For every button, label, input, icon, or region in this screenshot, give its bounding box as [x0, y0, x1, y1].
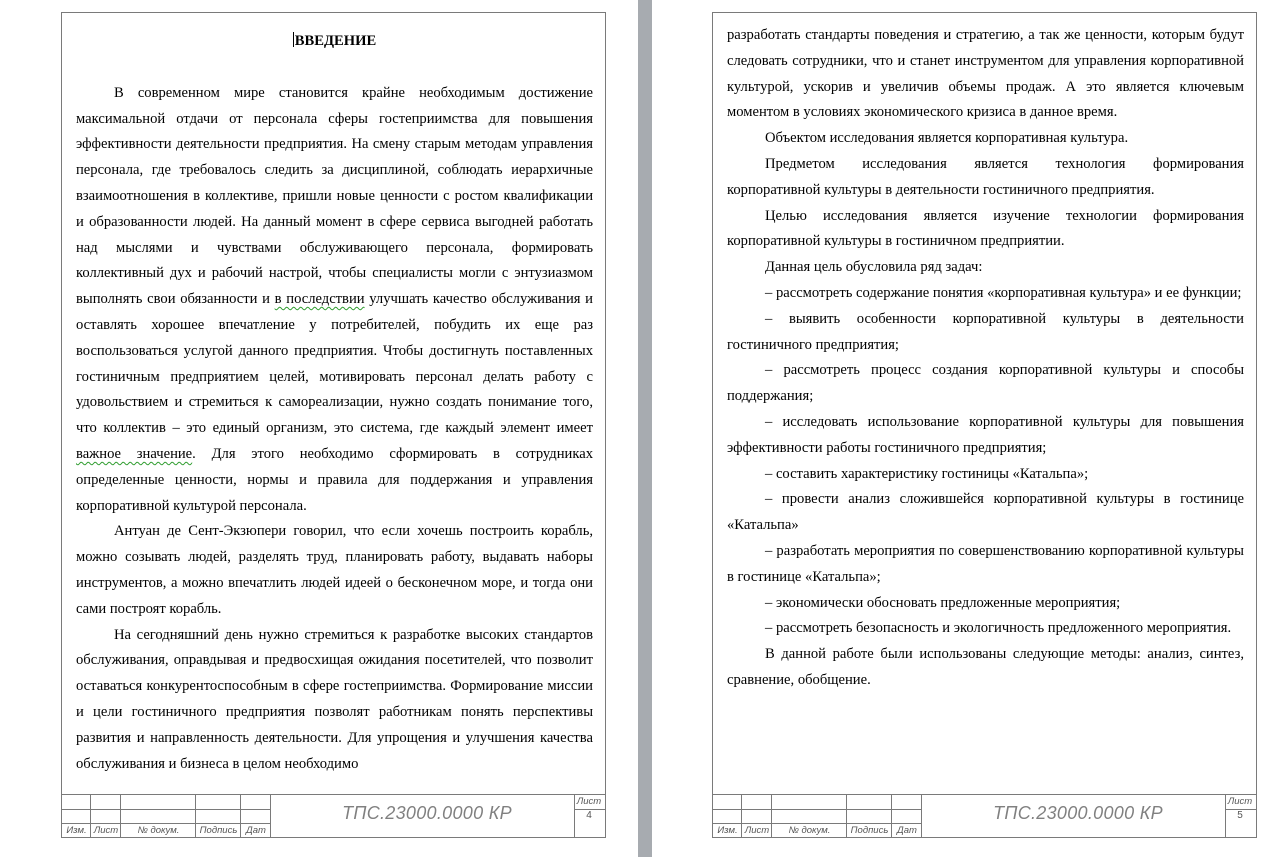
page-number: 5: [1237, 810, 1243, 821]
title-block-stamp: [713, 794, 1256, 837]
stamp-label: Подпись: [199, 825, 238, 836]
paragraph: – провести анализ сложившейся корпоративной культуры в гостинице «Катальпа»: [727, 491, 1244, 534]
stamp-label: Изм.: [717, 825, 738, 836]
spell-check-underline[interactable]: в последствии: [274, 291, 365, 308]
paragraph: – экономически обосновать предложенные мероприятия;: [765, 594, 1121, 611]
sheet-label: Лист: [576, 796, 602, 807]
paragraph: – рассмотреть безопасность и экологичность предложенного мероприятия.: [765, 620, 1232, 637]
stamp-label: Лист: [744, 825, 770, 836]
paragraph: Данная цель обусловила ряд задач:: [765, 259, 983, 276]
stamp-label: № докум.: [137, 825, 180, 836]
paragraph: Объектом исследования является корпоративная культура.: [765, 130, 1129, 147]
stamp-label: Изм.: [66, 825, 87, 836]
paragraph: В данной работе были использованы следующие методы: анализ, синтез, сравнение, обобщение.: [727, 646, 1244, 688]
stamp-label: Дат: [246, 825, 266, 836]
document-code: ТПС.23000.0000 КР: [993, 803, 1163, 823]
paragraph: В современном мире становится крайне необходимым достижение максимальной отдачи от персонала сферы гостеприимства для повышения эффективности деятельности предприятия. На смену старым методам управления персонала, где требовалось следить за дисциплиной, соблюдать иерархичные взаимоотношения в коллективе, пришли новые ценности с ростом квалификации и образованности людей. На данный момент в сфере сервиса выгодней работать над мыслями и чувствами обслуживающего персонала, формировать коллективный дух и рабочий настрой, чтобы специалисты могли с энтузиазмом выполнять свои обязанности и в последствии улучшать качество обслуживания и оставлять хорошее впечатление у потребителей, побудить их еще раз воспользоваться услугой данного предприятия. Чтобы достигнуть поставленных гостиничным предприятием целей, мотивировать персонал делать работу с удовольствием и стремиться к самореализации, нужно создать понимание того, что коллектив – это единый организм, это система, где каждый элемент имеет важное значение. Для этого необходимо сформировать в сотрудниках определенные ценности, нормы и правила для поддержания и управления корпоративной культурой персонала.: [76, 84, 593, 514]
paragraph: Антуан де Сент-Экзюпери говорил, что если хочешь построить корабль, можно созывать людей, разделять труд, планировать работу, выдавать наборы инструментов, а можно впечатлить людей идеей о бесконечном море, и тогда они сами построят корабль.: [76, 523, 593, 617]
stamp-label: Подпись: [850, 825, 889, 836]
paragraph: На сегодняшний день нужно стремиться к разработке высоких стандартов обслуживания, оправдывая и предвосхищая ожидания посетителей, что позволит оставаться конкурентоспособным в сфере гостеприимства. Формирование миссии и цели гостиничного предприятия позволят работникам понять перспективы развития и направленность деятельности. Для упрощения и улучшения качества обслуживания и бизнеса в целом необходимо: [76, 626, 593, 772]
stamp-label: № докум.: [788, 825, 831, 836]
page-gap-divider: [638, 0, 652, 857]
page-number: 4: [586, 810, 592, 821]
document-code: ТПС.23000.0000 КР: [342, 803, 512, 823]
paragraph: Целью исследования является изучение технологии формирования корпоративной культуры в гостиничном предприятии.: [727, 207, 1244, 250]
paragraph: разработать стандарты поведения и стратегию, а так же ценности, которым будут следовать сотрудники, что и станет инструментом для управления корпоративной культурой, ускорив и увеличив объемы продаж. А это является ключевым моментом в условиях экономического кризиса в данное время.: [727, 27, 1244, 121]
stamp-label: Дат: [897, 825, 917, 836]
paragraph: – выявить особенности корпоративной культуры в деятельности гостиничного предприятия;: [727, 310, 1244, 353]
page-text[interactable]: [727, 23, 1244, 694]
stamp-label: Лист: [93, 825, 119, 836]
paragraph: Предметом исследования является технология формирования корпоративной культуры в деятельности гостиничного предприятия.: [727, 155, 1244, 198]
paragraph: – рассмотреть процесс создания корпоративной культуры и способы поддержания;: [727, 362, 1244, 405]
text-cursor: [293, 32, 294, 47]
paragraph: – исследовать использование корпоративной культуры для повышения эффективности работы гостиничного предприятия;: [727, 413, 1244, 456]
sheet-label: Лист: [1227, 796, 1253, 807]
paragraph: – составить характеристику гостиницы «Катальпа»;: [765, 465, 1089, 482]
page-text[interactable]: [76, 29, 593, 777]
document-page-4: [61, 12, 606, 838]
title-block-stamp: [62, 794, 605, 837]
paragraph: – рассмотреть содержание понятия «корпоративная культура» и ее функции;: [765, 284, 1242, 301]
spell-check-underline[interactable]: важное значение: [76, 445, 193, 462]
section-heading: ВВЕДЕНИЕ: [294, 33, 377, 49]
paragraph: – разработать мероприятия по совершенствованию корпоративной культуры в гостинице «Катальпа»;: [727, 542, 1244, 585]
document-page-5: [712, 12, 1257, 838]
